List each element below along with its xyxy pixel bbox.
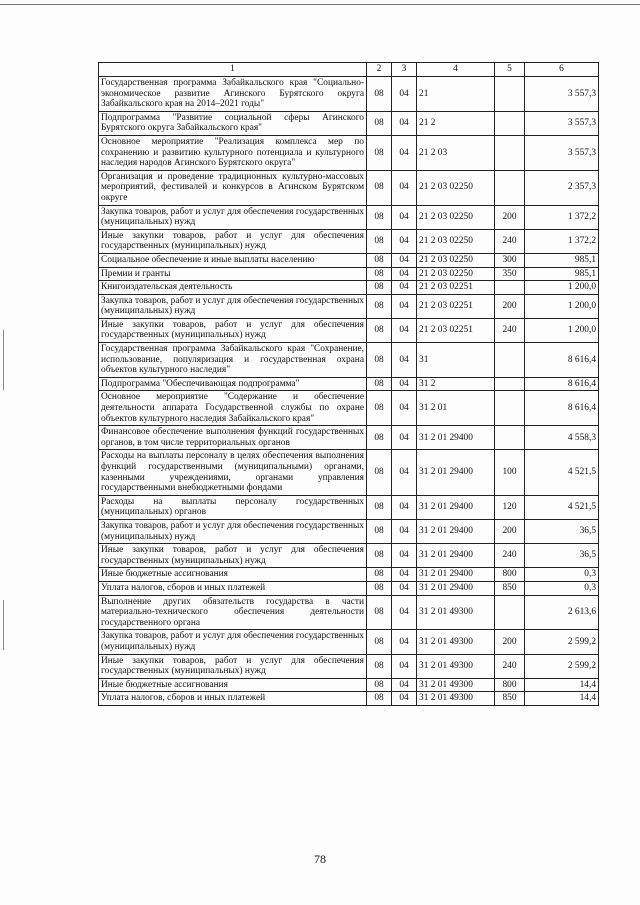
row-subsection: 04 xyxy=(392,519,417,543)
table-row xyxy=(99,318,599,342)
row-amount: 8 616,4 xyxy=(525,343,599,378)
row-amount: 985,1 xyxy=(525,267,599,281)
row-subsection: 04 xyxy=(392,595,417,630)
table-row xyxy=(99,77,599,112)
row-subsection: 04 xyxy=(392,692,417,706)
row-section: 08 xyxy=(367,568,392,582)
row-section: 08 xyxy=(367,135,392,170)
row-name: Расходы на выплаты персоналу в целях обеспечения выполнения функций государственными (муниципальными) органами, казенными учреждениями, органами управления государственными внебюджетными фондами xyxy=(99,450,367,495)
row-expense-type: 300 xyxy=(495,253,525,267)
row-target-article: 31 2 01 49300 xyxy=(417,678,495,692)
row-name: Иные бюджетные ассигнования xyxy=(99,678,367,692)
row-subsection: 04 xyxy=(392,170,417,205)
table-row xyxy=(99,343,599,378)
row-target-article: 31 2 01 29400 xyxy=(417,581,495,595)
row-target-article: 21 2 03 02250 xyxy=(417,170,495,205)
table-row xyxy=(99,595,599,630)
row-expense-type: 200 xyxy=(495,630,525,654)
table-row xyxy=(99,692,599,706)
table-row xyxy=(99,678,599,692)
row-target-article: 21 2 xyxy=(417,111,495,135)
row-subsection: 04 xyxy=(392,450,417,495)
table-row xyxy=(99,377,599,391)
table-row xyxy=(99,281,599,295)
table-row xyxy=(99,426,599,450)
margin-mark xyxy=(3,330,4,390)
row-subsection: 04 xyxy=(392,630,417,654)
row-section: 08 xyxy=(367,253,392,267)
row-section: 08 xyxy=(367,544,392,568)
row-target-article: 21 2 03 02250 xyxy=(417,205,495,229)
row-subsection: 04 xyxy=(392,318,417,342)
row-section: 08 xyxy=(367,581,392,595)
row-subsection: 04 xyxy=(392,581,417,595)
row-name: Иные закупки товаров, работ и услуг для обеспечения государственных (муниципальных) нужд xyxy=(99,318,367,342)
row-expense-type: 850 xyxy=(495,692,525,706)
row-subsection: 04 xyxy=(392,135,417,170)
row-amount: 36,5 xyxy=(525,519,599,543)
row-target-article: 31 xyxy=(417,343,495,378)
row-amount: 2 599,2 xyxy=(525,654,599,678)
row-section: 08 xyxy=(367,692,392,706)
row-section: 08 xyxy=(367,229,392,253)
row-amount: 1 372,2 xyxy=(525,229,599,253)
row-section: 08 xyxy=(367,595,392,630)
row-subsection: 04 xyxy=(392,343,417,378)
row-section: 08 xyxy=(367,205,392,229)
row-target-article: 31 2 01 29400 xyxy=(417,519,495,543)
table-row xyxy=(99,630,599,654)
row-section: 08 xyxy=(367,450,392,495)
row-amount: 4 521,5 xyxy=(525,495,599,519)
row-subsection: 04 xyxy=(392,77,417,112)
row-section: 08 xyxy=(367,426,392,450)
row-subsection: 04 xyxy=(392,678,417,692)
col-header-target-article: 4 xyxy=(417,63,495,77)
row-section: 08 xyxy=(367,630,392,654)
col-header-expense-type: 5 xyxy=(495,63,525,77)
row-amount: 4 558,3 xyxy=(525,426,599,450)
row-section: 08 xyxy=(367,519,392,543)
row-expense-type: 100 xyxy=(495,450,525,495)
row-expense-type: 850 xyxy=(495,581,525,595)
margin-mark xyxy=(3,600,4,650)
row-expense-type xyxy=(495,343,525,378)
row-expense-type: 200 xyxy=(495,519,525,543)
row-amount: 8 616,4 xyxy=(525,377,599,391)
row-amount: 1 200,0 xyxy=(525,294,599,318)
row-subsection: 04 xyxy=(392,267,417,281)
row-name: Выполнение других обязательств государства в части материально-технического обеспечения деятельности государственного органа xyxy=(99,595,367,630)
row-target-article: 31 2 01 49300 xyxy=(417,692,495,706)
row-section: 08 xyxy=(367,267,392,281)
row-name: Закупка товаров, работ и услуг для обеспечения государственных (муниципальных) нужд xyxy=(99,205,367,229)
row-expense-type xyxy=(495,281,525,295)
row-amount: 2 599,2 xyxy=(525,630,599,654)
row-name: Основное мероприятие "Реализация комплекса мер по сохранению и развитию культурного потенциала и культурного наследия народов Агинского Бурятского округа" xyxy=(99,135,367,170)
row-amount: 8 616,4 xyxy=(525,391,599,426)
row-section: 08 xyxy=(367,678,392,692)
row-expense-type xyxy=(495,111,525,135)
row-expense-type xyxy=(495,391,525,426)
table-row xyxy=(99,654,599,678)
row-subsection: 04 xyxy=(392,111,417,135)
row-target-article: 31 2 01 49300 xyxy=(417,654,495,678)
row-section: 08 xyxy=(367,281,392,295)
col-header-name: 1 xyxy=(99,63,367,77)
row-target-article: 21 2 03 02251 xyxy=(417,294,495,318)
row-name: Иные закупки товаров, работ и услуг для обеспечения государственных (муниципальных) нужд xyxy=(99,544,367,568)
header-row xyxy=(99,63,599,77)
row-target-article: 21 2 03 02251 xyxy=(417,281,495,295)
row-subsection: 04 xyxy=(392,391,417,426)
row-name: Закупка товаров, работ и услуг для обеспечения государственных (муниципальных) нужд xyxy=(99,630,367,654)
row-expense-type xyxy=(495,377,525,391)
row-expense-type: 120 xyxy=(495,495,525,519)
row-expense-type: 240 xyxy=(495,544,525,568)
budget-table xyxy=(98,62,599,706)
row-name: Премии и гранты xyxy=(99,267,367,281)
row-expense-type: 200 xyxy=(495,294,525,318)
row-target-article: 31 2 01 29400 xyxy=(417,426,495,450)
row-section: 08 xyxy=(367,343,392,378)
page-top-edge xyxy=(0,4,640,5)
row-expense-type: 240 xyxy=(495,318,525,342)
row-subsection: 04 xyxy=(392,377,417,391)
row-name: Государственная программа Забайкальского края "Социально-экономическое развитие Агинского Бурятского округа Забайкальского края на 2014–2021 годы" xyxy=(99,77,367,112)
row-target-article: 21 2 03 02250 xyxy=(417,229,495,253)
row-section: 08 xyxy=(367,294,392,318)
row-name: Уплата налогов, сборов и иных платежей xyxy=(99,692,367,706)
row-subsection: 04 xyxy=(392,294,417,318)
row-name: Социальное обеспечение и иные выплаты населению xyxy=(99,253,367,267)
row-expense-type xyxy=(495,170,525,205)
table-row xyxy=(99,568,599,582)
row-target-article: 31 2 xyxy=(417,377,495,391)
row-expense-type xyxy=(495,135,525,170)
row-name: Подпрограмма "Развитие социальной сферы Агинского Бурятского округа Забайкальского края" xyxy=(99,111,367,135)
row-name: Организация и проведение традиционных культурно-массовых мероприятий, фестивалей и конкурсов в Агинском Бурятском округе xyxy=(99,170,367,205)
table-row xyxy=(99,253,599,267)
col-header-subsection: 3 xyxy=(392,63,417,77)
row-name: Закупка товаров, работ и услуг для обеспечения государственных (муниципальных) нужд xyxy=(99,519,367,543)
row-name: Подпрограмма "Обеспечивающая подпрограмма" xyxy=(99,377,367,391)
row-expense-type xyxy=(495,426,525,450)
row-expense-type xyxy=(495,595,525,630)
col-header-section: 2 xyxy=(367,63,392,77)
row-amount: 4 521,5 xyxy=(525,450,599,495)
row-target-article: 21 xyxy=(417,77,495,112)
row-target-article: 21 2 03 02251 xyxy=(417,318,495,342)
row-subsection: 04 xyxy=(392,544,417,568)
row-name: Иные закупки товаров, работ и услуг для обеспечения государственных (муниципальных) нужд xyxy=(99,654,367,678)
row-amount: 1 200,0 xyxy=(525,318,599,342)
table-row xyxy=(99,205,599,229)
row-expense-type xyxy=(495,77,525,112)
table-row xyxy=(99,544,599,568)
row-expense-type: 800 xyxy=(495,568,525,582)
row-name: Основное мероприятие "Содержание и обеспечение деятельности аппарата Государственной службы по охране объектов культурного наследия Забайкальского края" xyxy=(99,391,367,426)
table-row xyxy=(99,135,599,170)
table-row xyxy=(99,229,599,253)
table-body xyxy=(99,77,599,706)
col-header-amount: 6 xyxy=(525,63,599,77)
row-amount: 985,1 xyxy=(525,253,599,267)
row-amount: 2 613,6 xyxy=(525,595,599,630)
row-name: Закупка товаров, работ и услуг для обеспечения государственных (муниципальных) нужд xyxy=(99,294,367,318)
row-section: 08 xyxy=(367,318,392,342)
row-target-article: 31 2 01 29400 xyxy=(417,544,495,568)
row-amount: 3 557,3 xyxy=(525,111,599,135)
row-section: 08 xyxy=(367,495,392,519)
page-number: 78 xyxy=(314,852,326,866)
table-row xyxy=(99,294,599,318)
row-subsection: 04 xyxy=(392,281,417,295)
row-subsection: 04 xyxy=(392,229,417,253)
row-expense-type: 240 xyxy=(495,654,525,678)
row-subsection: 04 xyxy=(392,426,417,450)
table-row xyxy=(99,495,599,519)
row-subsection: 04 xyxy=(392,205,417,229)
row-section: 08 xyxy=(367,391,392,426)
row-name: Государственная программа Забайкальского края "Сохранение, использование, популяризация и государственная охрана объектов культурного наследия" xyxy=(99,343,367,378)
row-name: Книгоиздательская деятельность xyxy=(99,281,367,295)
row-subsection: 04 xyxy=(392,568,417,582)
row-target-article: 21 2 03 02250 xyxy=(417,267,495,281)
table-row xyxy=(99,267,599,281)
row-expense-type: 240 xyxy=(495,229,525,253)
table-row xyxy=(99,450,599,495)
row-amount: 0,3 xyxy=(525,568,599,582)
table-row xyxy=(99,391,599,426)
row-target-article: 21 2 03 xyxy=(417,135,495,170)
row-amount: 0,3 xyxy=(525,581,599,595)
row-name: Иные бюджетные ассигнования xyxy=(99,568,367,582)
row-name: Иные закупки товаров, работ и услуг для обеспечения государственных (муниципальных) нужд xyxy=(99,229,367,253)
row-amount: 14,4 xyxy=(525,678,599,692)
row-target-article: 31 2 01 49300 xyxy=(417,630,495,654)
row-amount: 3 557,3 xyxy=(525,135,599,170)
table-row xyxy=(99,170,599,205)
row-name: Финансовое обеспечение выполнения функций государственных органов, в том числе территориальных органов xyxy=(99,426,367,450)
row-expense-type: 200 xyxy=(495,205,525,229)
row-subsection: 04 xyxy=(392,253,417,267)
table-row xyxy=(99,581,599,595)
row-section: 08 xyxy=(367,77,392,112)
row-amount: 14,4 xyxy=(525,692,599,706)
row-expense-type: 350 xyxy=(495,267,525,281)
row-amount: 36,5 xyxy=(525,544,599,568)
table-row xyxy=(99,111,599,135)
row-section: 08 xyxy=(367,111,392,135)
row-target-article: 31 2 01 29400 xyxy=(417,450,495,495)
row-target-article: 31 2 01 29400 xyxy=(417,495,495,519)
row-section: 08 xyxy=(367,170,392,205)
row-section: 08 xyxy=(367,377,392,391)
row-name: Уплата налогов, сборов и иных платежей xyxy=(99,581,367,595)
row-amount: 1 372,2 xyxy=(525,205,599,229)
row-amount: 1 200,0 xyxy=(525,281,599,295)
row-name: Расходы на выплаты персоналу государственных (муниципальных) органов xyxy=(99,495,367,519)
row-subsection: 04 xyxy=(392,495,417,519)
row-target-article: 31 2 01 xyxy=(417,391,495,426)
row-target-article: 31 2 01 29400 xyxy=(417,568,495,582)
row-target-article: 31 2 01 49300 xyxy=(417,595,495,630)
row-amount: 3 557,3 xyxy=(525,77,599,112)
row-target-article: 21 2 03 02250 xyxy=(417,253,495,267)
row-amount: 2 357,3 xyxy=(525,170,599,205)
row-expense-type: 800 xyxy=(495,678,525,692)
table-row xyxy=(99,519,599,543)
row-subsection: 04 xyxy=(392,654,417,678)
row-section: 08 xyxy=(367,654,392,678)
